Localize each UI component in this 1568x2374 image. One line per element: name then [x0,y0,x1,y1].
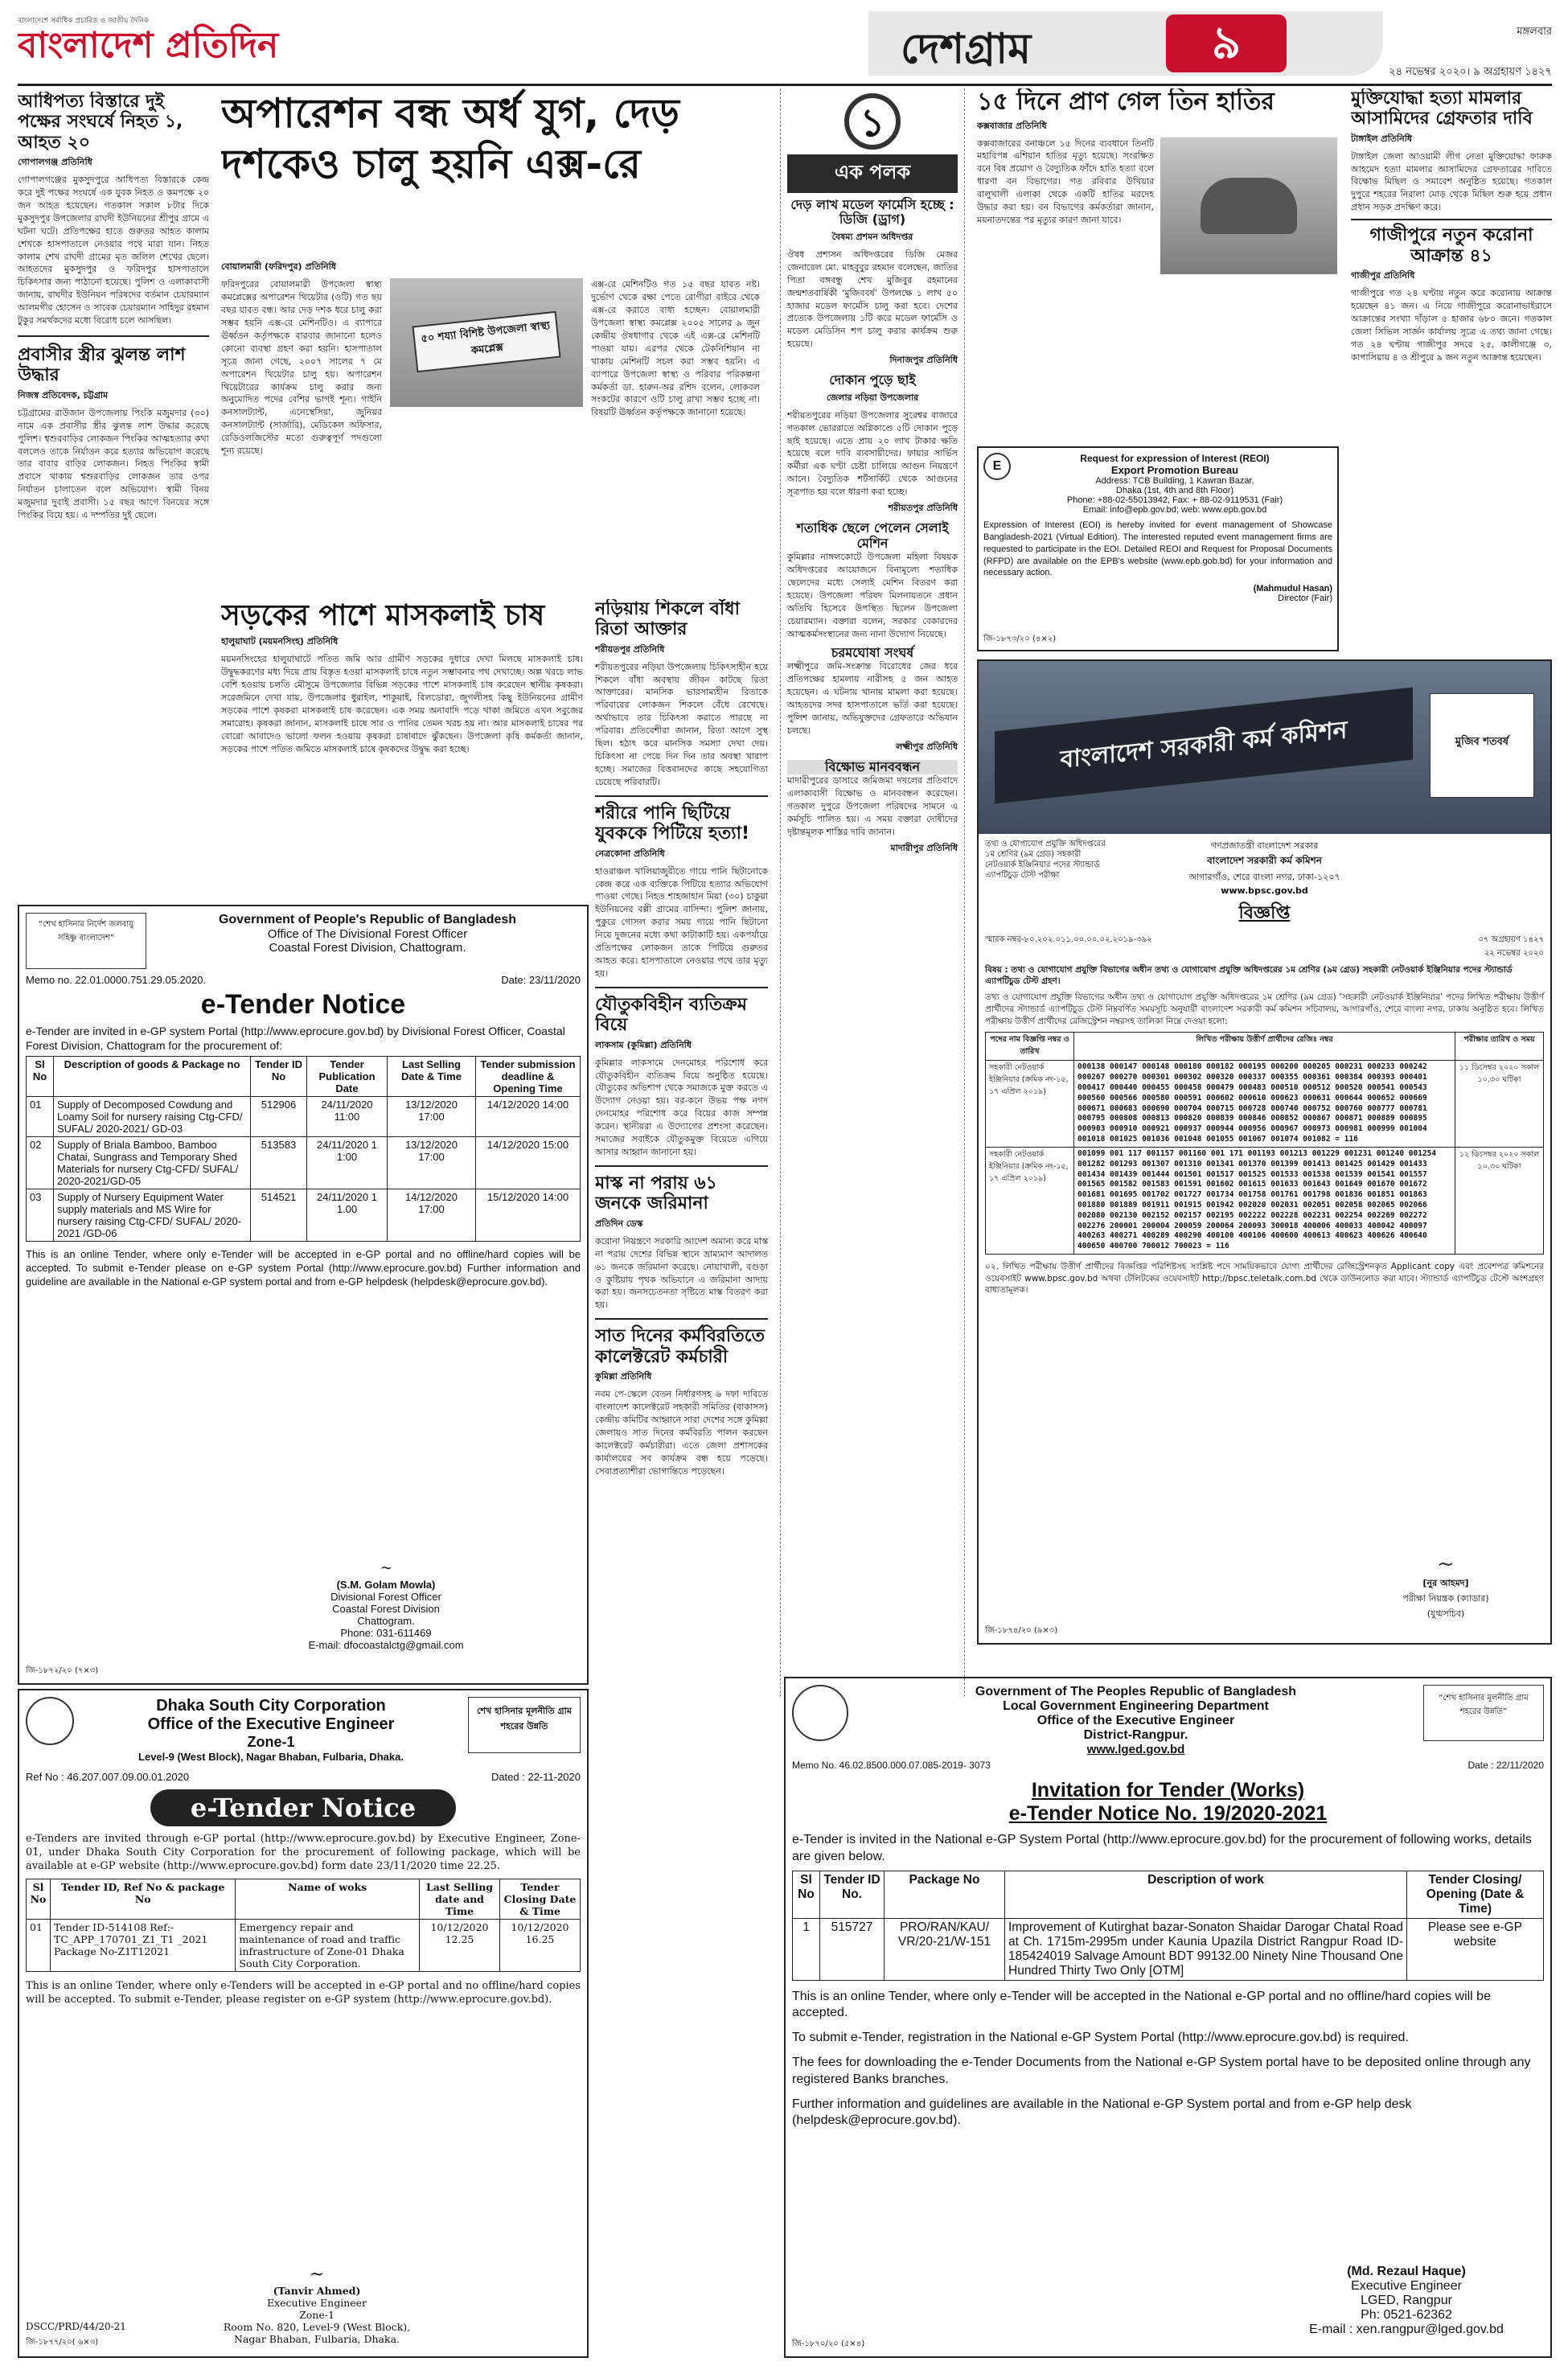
table-cell: Please see e-GP website [1407,1918,1544,1980]
divider [595,1165,768,1167]
table-cell: 01 [27,1919,51,1971]
story-body: কক্সবাজারের বনাঞ্চলে ১৫ দিনের ব্যবধানে তিনটি মহাবিপন্ন এশিয়ান হাতির মৃত্যু হয়েছে। সংরক্ষিত বনে বিষ প্রয়োগ ও বৈদ্যুতিক ফাঁদে হাতি হত্যা বলে ধারণা বন বিভাগের। গত রবিবার উখিয়ার বালুখালী এলাকা থেকে একটি হাতির মরদেহ উদ্ধার করা হয়। বন বিভাগের কর্মকর্তারা জানান, ময়নাতদন্তের পর মৃত্যুর কারণ জানা যাবে। [977,138,1154,226]
col2b-stories [595,599,768,2352]
table-cell: 513583 [251,1137,307,1189]
forest-signatory: (S.M. Golam Mowla) [336,1579,436,1591]
epb-title: Request for expression of Interest (REOI) [1080,453,1270,464]
dscc-zone: Zone-1 [247,1734,295,1750]
table-cell: 512906 [251,1097,307,1137]
table-header: Tender Publication Date [307,1057,388,1097]
bpsc-note: ০২. লিখিত পরীক্ষায় উত্তীর্ণ প্রার্থীদের বিজ্ঞপ্তির পরিশিষ্টসহ সংশ্লিষ্ট পদে সাময়িকভাবে যোগ্য প্রার্থীদের রেজিস্ট্রেশনকৃত Applicant copy এবং প্রবেশপত্র কমিশনের ওয়েবসাইট www.bpsc.gov.bd অথবা টেলিটকের ওয়েবসাইট http://bpsc.teletalk.com.bd থেকে ডাউনলোড করা যাবে। স্ট্যান্ডার্ড এ্যাপটিচুড টেস্টে অংশগ্রহণ বাধ্যতামূলক। [985,1262,1544,1296]
lged-district: District-Rangpur. [1083,1728,1188,1742]
bpsc-notice [977,659,1552,1645]
epb-sign-title: Director (Fair) [1278,594,1332,604]
lead-story [221,257,768,595]
page-number: ৯ [1211,17,1242,69]
table-cell: Tender ID-514108 Ref:- TC_APP_170701_Z1_T1 _2021 Package No-Z1T12021 [51,1919,236,1971]
forest-etender [18,905,589,1685]
bpsc-web: www.bpsc.gov.bd [1221,885,1308,896]
lged-slogan: “শেখ হাসিনার মূলনীতি গ্রাম শহরের উন্নতি” [1423,1685,1544,1741]
divider [1351,219,1552,220]
lead-body: এক্স-রে মেশিনটিও গত ১৫ বছর যাবত নষ্ট। দুর্ভোগ থেকে রক্ষা পেতে রোগীরা বাইরে থেকে এক্স-রে করাতে বাধ্য হচ্ছেন। বোয়ালমারী উপজেলা স্বাস্থ্য কমপ্লেক্স ২০০৫ সালের ৯ জুন কেন্দ্রীয় ঔষধাগার থেকে এই এক্স-রে মেশিনটি পাওয়া যায়। এরপর থেকে টেকনিশিয়ান না থাকায় মেশিনটি সচল করা সম্ভব হয়নি। এ ব্যাপারে উপজেলা স্বাস্থ্য ও পরিবার পরিকল্পনা কর্মকর্তা ডা. হারুন-অর রশিদ বলেন, লোকবল সংকটের কারণে ওটি চালু রাখা সম্ভব হচ্ছে না। বিষয়টি ঊর্ধ্বতন কর্তৃপক্ষকে জানানো হয়েছে। [591,279,760,418]
brief-headline: বিক্ষোভ মানববন্ধন [787,760,958,774]
story-headline: গাজীপুরে নতুন করোনা আক্রান্ত ৪১ [1369,225,1533,266]
forest-footnote: This is an online Tender, where only e-Tender will be accepted in e-GP portal and no offline/hard copies will be accepted. To submit e-Tender please on e-GP system Portal (http://www.eprocure.gov.bd) Further information and guideline are available in the National e-GP system portal and from e-GP helpdesk (helpdesk@eprocure.gov.bd). [26,1248,581,1288]
story-byline: গোপালগঞ্জ প্রতিনিধি [18,156,92,167]
table-cell: সহকারী নেটওয়ার্ক ইঞ্জিনিয়ার (ক্রমিক নং-১৫, ১৭ এপ্রিল ২০১৯) [986,1061,1074,1148]
dscc-intro: e-Tenders are invited through e-GP portal (http://www.eprocure.gov.bd) by Executive Engineer, Zone-01, under Dhaka South City Corporation for the procurement of following package, which will be available at e-GP website (http://www.eprocure.gov.bd) form date 23/11/2020 time 22.25. [26,1833,581,1872]
epb-phone: Phone: +88-02-55013942, Fax: + 88-02-9119531 (Fair) [1066,495,1283,505]
table-cell: 24/11/2020 1 1.00 [307,1189,388,1242]
logo-text: বাংলাদেশ প্রতিদিন [18,25,279,66]
dscc-sign-title: Executive Engineer [266,2297,367,2309]
table-row [27,1189,581,1242]
table-header: Tender ID, Ref No & package No [51,1879,236,1919]
table-header: Name of woks [236,1879,420,1919]
table-header: Tender Closing/ Opening (Date & Time) [1407,1871,1544,1918]
forest-office: Office of The Divisional Forest Officer [267,927,468,941]
table-header: Last Selling date and Time [420,1879,500,1919]
lead-headline-block [221,88,768,257]
forest-phone: Phone: 031-611469 [340,1627,432,1639]
photo-sign: ৫০ শয্যা বিশিষ্ট উপজেলা স্বাস্থ্য কমপ্লেক্স [412,311,560,372]
date-label: ২৪ নভেম্বর ২০২০। ৯ অগ্রহায়ণ ১৪২৭ [1389,66,1552,78]
story-byline: নেত্রকোনা প্রতিনিধি [595,848,665,859]
table-cell: 24/11/2020 1 1:00 [307,1137,388,1189]
bpsc-date: ২২ নভেম্বর ২০২০ [1484,949,1544,958]
table-cell: 13/12/2020 17:00 [388,1097,476,1137]
dscc-slogan: শেখ হাসিনার মূলনীতি গ্রাম শহরের উন্নতি [468,1697,581,1753]
ad-ref: জি-১৮৭৭/২০( ৬×৩) [26,2338,99,2347]
dscc-sign-title: Room No. 820, Level-9 (West Block), [223,2321,411,2333]
lged-para: This is an online Tender, where only e-Tender will be accepted in the National e-GP portal and no offline/hard copies will be accepted. [792,1989,1491,2020]
lged-sign-title: Executive Engineer [1351,2279,1462,2293]
logo-tagline: বাংলাদেশে সর্বাধিক প্রচারিত ও জাতীয় দৈনিক [18,17,149,25]
table-header: Tender ID No [251,1057,307,1097]
brief-headline: শতাধিক ছেলে পেলেন সেলাই মেশিন [796,520,949,551]
forest-sign-title: Chattogram. [357,1615,415,1627]
table-cell: Supply of Nursery Equipment Water supply materials and MS Wire for nursery raising Ctg-CFD/ SUFAL/ 2020-2021 /GD-06 [54,1189,251,1242]
story-byline: লাকসাম (কুমিল্লা) প্রতিনিধি [595,1039,692,1050]
lged-para: To submit e-Tender, registration in the National e-GP System Portal (http://www.eprocure.gov.bd) is required. [792,2031,1409,2045]
bpsc-side-note: তথ্য ও যোগাযোগ প্রযুক্তি অধিদপ্তরের ১ম শ্রেণির (৯ম গ্রেড) সহকারী নেটওয়ার্ক ইঞ্জিনিয়ার পদের স্ট্যান্ডার্ড এ্যাপটিচুড টেস্ট পরীক্ষা [985,840,1106,880]
epb-body: Expression of Interest (EOI) is hereby invited for event management of Showcase Bangladesh-2021 (Virtual Edition). The interested reputed event management firms are requested to participate in the EOI. Detailed REOI and Request for Proposal Documents (RFPD) are available on the EPB's website (www.epb.gob.bd) for your information and necessary action. [983,520,1332,578]
lged-gov: Government of The Peoples Republic of Bangladesh [975,1685,1297,1698]
ad-ref: জি-১৮৭৪/২০ (৯×৩) [985,1626,1058,1635]
story-headline: যৌতুকবিহীন ব্যতিক্রম বিয়ে [595,995,748,1036]
forest-sign-title: Coastal Forest Division [332,1603,440,1615]
brief-headline: দোকান পুড়ে ছাই [829,372,916,388]
epb-org: Export Promotion Bureau [1110,464,1239,476]
table-cell: 10/12/2020 12.25 [420,1919,500,1971]
story-byline: গাজীপুর প্রতিনিধি [1351,269,1415,281]
story-headline: শরীরে পানি ছিটিয়ে যুবককে পিটিয়ে হত্যা! [595,803,750,844]
ek-polok-banner: এক পলক [787,154,958,193]
bpsc-date: ০৭ অগ্রহায়ণ ১৪২৭ [1478,935,1544,944]
story-body: গাজীপুরে গত ২৪ ঘণ্টায় নতুন করে করোনায় আক্রান্ত হয়েছেন ৪১ জন। এ নিয়ে গাজীপুরে করোনাভাইরাসে আক্রান্তের সংখ্যা দাঁড়াল ৫ হাজার ৬৮০ জনে। গতকাল জেলা সিভিল সার্জন কার্যালয় সূত্রে এ তথ্য জানা গেছে। গত ২৪ ঘণ্টায় গাজীপুর সদরে ২৫, কালীগঞ্জে ৩, কাপাসিয়ায় ৪ ও শ্রীপুরে ৯ জন নতুন আক্রান্ত হয়েছেন। [1351,287,1552,363]
table-row [27,1097,581,1137]
story-headline: আধিপত্য বিস্তারে দুই পক্ষের সংঘর্ষে নিহত ১, আহত ২০ [18,92,183,153]
forest-date: Date: 23/11/2020 [501,974,581,986]
story-body: ময়মনসিংহের হালুয়াঘাটে পতিত জমি আর গ্রামীণ সড়কের দুধারে দেখা মিলছে মাসকলাই চাষ। উদ্বুদ্ধকরণের মধ্য দিয়ে প্রায় বিস্তৃত হওয়া মাসকলাই চাষে নতুন সম্ভাবনার পথ দেখাচ্ছে। অল্প খরচে লাভ বেশি হওয়ায় চলতি মৌসুমে উপজেলার বিভিন্ন সড়কের পাশে মাসকলাই চাষ করেছেন স্থানীয় কৃষকরা। সরেজমিনে দেখা যায়, উপজেলার ধুরাইল, শাকুয়াই, বিলডোরা, জুগলীসহ কিছু ইউনিয়নের গ্রামীণ সড়কের পাশে কৃষকরা মাসকলাই চাষ করেছেন। এক সময় অনাবাদি পড়ে থাকা জমিতে এখন সবুজের সমারোহ। কৃষকরা জানান, মাসকলাই চাষে সার ও পানির তেমন খরচ হয় না। আর মাসকলাই চাষের পর বোরো আবাদেও ভালো ফলন হওয়ায় কৃষকরা চাষাবাদে ঝুঁকছেন। উপজেলা কৃষি কর্মকর্তা জানান, সড়কের পাশে পতিত জমিতে মাসকলাই চাষে কৃষকদের উদ্বুদ্ধ করা হচ্ছে। [221,654,583,754]
story-body: কুমিল্লার লাকসামে দেনমোহর পরিশোধ করে যৌতুকবিহীন ব্যতিক্রম বিয়ে অনুষ্ঠিত হয়েছে। যৌতুকের অভিশাপ থেকে সমাজকে মুক্ত করতে এ উদ্যোগ নেওয়া হয়। বর-কনে উভয় পক্ষ নগদ দেনমোহর পরিশোধ করে বিয়ের কাজ সম্পন্ন করেন। স্থানীয়রা এ উদ্যোগের প্রশংসা করেছেন। সমাজের সবাইকে যৌতুকমুক্ত বিয়েতে এগিয়ে আসার আহ্বান জানানো হয়। [595,1057,768,1158]
bpsc-org: বাংলাদেশ সরকারী কর্ম কমিশন [1207,855,1322,866]
forest-sign-title: Divisional Forest Officer [330,1591,441,1603]
forest-title: e-Tender Notice [200,989,406,1020]
lead-body: ফরিদপুরের বোয়ালমারী উপজেলা স্বাস্থ্য কমপ্লেক্সের অপারেশন থিয়েটার (ওটি) গত ছয় বছর যাবত বন্ধ। আর দেড় দশক ধরে চালু করা সম্ভব হয়নি এক্স-রে মেশিনটিও। এ ব্যাপারে ঊর্ধ্বতন কর্তৃপক্ষকে বারবার জানানো হলেও কোনো ব্যবস্থা গ্রহণ করা হয়নি। হাসপাতাল সূত্রে জানা গেছে, ২০০৭ সালের ৭ মে অপারেশন থিয়েটার চালু হয়। অপারেশন থিয়েটারের কার্যক্রম চালু করার জন্য অনুমোদিত পদের বেশির ভাগই শূন্য। গাইনি কনসালট্যান্ট, এনেস্থেসিয়া, জুনিয়র কনসালট্যান্ট (সার্জারি), মেডিকেল অফিসার, রেডিওলজিস্টের মতো গুরুত্বপূর্ণ পদগুলো শূন্য রয়েছে। [221,279,382,457]
story-byline: নিজস্ব প্রতিবেদক, চট্টগ্রাম [18,389,109,400]
col4-stories [1351,88,1552,442]
bpsc-notice-title: বিজ্ঞপ্তি [1238,903,1291,923]
lged-phone: Ph: 0521-62362 [1361,2308,1452,2322]
dscc-code: DSCC/PRD/44/20-21 [26,2321,126,2332]
table-header: Sl No [27,1057,54,1097]
table-row [986,1061,1544,1148]
eye-icon: ১ [844,93,901,150]
divider [595,1318,768,1320]
signature-scribble: ~ [309,2265,325,2285]
dscc-title: e-Tender Notice [150,1789,456,1826]
table-cell: 01 [27,1097,54,1137]
lged-title: Invitation for Tender (Works) [1031,1779,1305,1801]
table-cell: 514521 [251,1189,307,1242]
brief-tag: শরীয়তপুর প্রতিনিধি [888,503,958,514]
story-headline: ১৫ দিনে প্রাণ গেল তিন হাতির [977,88,1275,116]
dscc-sign-title: Zone-1 [299,2309,335,2321]
epb-logo-icon: E [983,453,1011,480]
dscc-signatory: (Tanvir Ahmed) [273,2285,361,2297]
table-row [793,1918,1544,1980]
table-header: Package No [885,1871,1005,1918]
lged-para: The fees for downloading the e-Tender Documents from the National e-GP System portal have to be deposited online through any registered Banks branches. [792,2055,1531,2086]
brief-body: লক্ষ্মীপুরে জমি-সংক্রান্ত বিরোধের জের ধরে প্রতিপক্ষের হামলায় নারীসহ ৫ জন আহত হয়েছেন। এ ঘটনায় থানায় মামলা করা হয়েছে। আহতদের সদর হাসপাতালে ভর্তি করা হয়েছে। পুলিশ জানায়, অভিযুক্তদের গ্রেফতারে অভিযান চলছে। [787,660,958,736]
lged-intro: e-Tender is invited in the National e-GP System Portal (http://www.eprocure.gov.bd) for the procurement of following works, details are given below. [792,1833,1532,1863]
table-cell: Emergency repair and maintenance of road and traffic infrastructure of Zone-01 Dhaka South City Corporation. [236,1919,420,1971]
story-byline: কুমিল্লা প্রতিনিধি [595,1370,652,1382]
ad-ref: জি-১৮৭০/২০ (৫×৪) [792,2339,865,2348]
brief-tag: লক্ষ্মীপুর প্রতিনিধি [896,741,958,752]
story-body: নবম পে-স্কেলে বেতন নির্ধারণসহ ৬ দফা দাবিতে বাংলাদেশ কালেক্টরেট সহকারী সমিতির (বাকাসস) কেন্দ্রীয় কমিটির আহ্বানে সারা দেশের সঙ্গে কুমিল্লা জেলায়ও সাত দিনের কর্মবিরতি পালন করছেন কালেক্টরেট কর্মচারীরা। এতে জেলা প্রশাসকের কার্যালয়ের সব কার্যক্রম বন্ধ হয়ে পড়েছে। সেবাপ্রত্যাশীরা ভোগান্তিতে পড়েছেন। [595,1388,768,1477]
lged-sign-title: LGED, Rangpur [1361,2294,1452,2307]
bpsc-building-photo [979,661,1550,834]
table-cell: 15/12/2020 14:00 [476,1189,581,1242]
table-row [27,1137,581,1189]
signature-scribble: ~ [1437,1552,1455,1576]
table-cell: সহকারী নেটওয়ার্ক ইঞ্জিনিয়ার (ক্রমিক নং-১৫, ১৭ এপ্রিল ২০১৯) [986,1147,1074,1254]
dscc-address: Level-9 (West Block), Nagar Bhaban, Fulbaria, Dhaka. [138,1751,404,1763]
elephant-photo [1160,138,1337,274]
table-cell: 13/12/2020 17:00 [388,1137,476,1189]
brief-tag: মাদারীপুর প্রতিনিধি [890,842,958,853]
story-mashkalai [221,599,583,901]
bpsc-sign-title: পরীক্ষা নিয়ন্ত্রক (ক্যাডার) [1402,1593,1489,1604]
brief-headline: দেড় লাখ মডেল ফার্মেসি হচ্ছে : ডিজি (ড্রাগ) [790,197,954,228]
dscc-date: Dated : 22-11-2020 [491,1771,581,1783]
story-body: টাঙ্গাইল জেলা আওয়ামী লীগ নেতা মুক্তিযোদ্ধা ফারুক আহমেদ হত্যা মামলার আসামিদের গ্রেফতারের দাবিতে বিক্ষোভ মিছিল ও সমাবেশ অনুষ্ঠিত হয়েছে। গতকাল দুপুরে শহরের নিরালা মোড় থেকে মিছিল শুরু হয়ে প্রধান প্রধান সড়ক প্রদক্ষিণ করে। [1351,150,1552,213]
lged-email: E-mail : xen.rangpur@lged.gov.bd [1309,2323,1504,2336]
table-cell: 1 [793,1918,820,1980]
bpsc-table [985,1032,1544,1255]
mujib-logo: মুজিব শতবর্ষ [1430,693,1534,798]
brief-headline: চরমঘোষা সংঘর্ষ [831,644,914,660]
col1-stories [18,92,209,904]
day-label: মঙ্গলবার [1517,26,1552,38]
table-cell: 10/12/2020 16.25 [500,1919,581,1971]
table-cell: 14/12/2020 17:00 [388,1189,476,1242]
table-header: Description of goods & Package no [54,1057,251,1097]
epb-ad [977,446,1339,651]
forest-intro: e-Tender are invited in e-GP system Portal (http://www.eprocure.gov.bd) by Divisional Forest Officer, Coastal Forest Division, Chattogram for the procurement of: [26,1025,565,1053]
bpsc-sign-title: (যুগ্মসচিব) [1426,1608,1465,1619]
table-cell: 001099 001 117 001157 001160 001 171 001193 001213 001229 001231 001240 001254 001282 001293 001307 001310 001341 001370 001399 001413 001425 001429 001433 001434 001439 001444 001501 001517 001525 001533 001538 001539 001541 001557 001565 001582 001583 001591 001602 001615 001633 001643 001649 001670 001672 001681 001695 001702 001727 001734 001758 001761 001798 001836 001851 001863 001880 001889 001911 001915 001942 002020 002031 002051 002058 002065 002066 002080 002130 002152 002157 002195 002222 002228 002231 002254 002269 002272 002276 200001 200004 200059 200064 200093 300018 400006 400033 400042 400097 400263 400271 400289 400290 400100 400106 400600 400613 400623 400626 400640 400650 400700 700012 700023 = 116 [1074,1147,1455,1254]
masthead-rule [18,84,1552,86]
table-header: Tender submission deadline & Opening Time [476,1057,581,1097]
story-byline: হালুয়াঘাট (ময়মনসিংহ) প্রতিনিধি [221,636,339,647]
table-header: Tender Closing Date & Time [500,1879,581,1919]
dscc-etender [18,1689,589,2358]
lged-signatory: (Md. Rezaul Haque) [1347,2265,1466,2278]
table-cell: 24/11/2020 11:00 [307,1097,388,1137]
dscc-sign-title: Nagar Bhaban, Fulbaria, Dhaka. [233,2333,400,2345]
lged-dept: Local Government Engineering Department [1003,1699,1269,1713]
dscc-footnote: This is an online Tender, where only e-Tenders will be accepted in e-GP portal and no offline/hard copies will be accepted. To submit e-Tender, please register on e-GP system (http://www.eprocure.gov.bd). [26,1979,581,2006]
brief-body: শরীয়তপুরের নড়িয়া উপজেলার সুরেশ্বর বাজারে গতকাল ভোররাতে অগ্নিকাণ্ডে ৫টি দোকান পুড়ে ছাই হয়েছে। এতে প্রায় ২০ লাখ টাকার ক্ষতি হয়েছে বলে দাবি ব্যবসায়ীদের। ফায়ার সার্ভিস কর্মীরা এক ঘণ্টা চেষ্টা চালিয়ে আগুন নিয়ন্ত্রণে আনে। বৈদ্যুতিক শর্টসার্কিট থেকে আগুনের সূত্রপাত হয় বলে ধারণা করা হচ্ছে। [787,409,958,498]
brief-body: ঔষধ প্রশাসন অধিদপ্তরের ডিজি মেজর জেনারেল মো. মাহবুবুর রহমান বলেছেন, জাতির পিতা বঙ্গবন্ধু শেখ মুজিবুর রহমানের জন্মশতবার্ষিকী ‘মুজিববর্ষ’ উপলক্ষে ১ লাখ ৫০ হাজার মডেল ফার্মেসি চালু করা হবে। দেশের প্রত্যেক উপজেলায় ১টি করে মডেল ফার্মেসি ও মডেল মেডিসিন শপ চালু করার কার্যক্রম শুরু হয়েছে। [787,248,958,350]
table-cell: ১২ ডিসেম্বর ২০২০ সকাল ১০.৩০ ঘটিকা [1455,1147,1544,1254]
story-body: করোনা নিয়ন্ত্রণে সরকারি আদেশ অমান্য করে মাস্ক না পরায় দেশের বিভিন্ন স্থানে ভ্রাম্যমাণ আদালত ৬১ জনকে জরিমানা করেছে। নোয়াখালী, বগুড়া ও কুষ্টিয়ায় পৃথক অভিযানে এ জরিমানা আদায় করা হয়। জনসচেতনতা সৃষ্টিতে মাস্ক বিতরণ করা হয়। [595,1235,768,1311]
brief-byline: বৈষম্য প্রশমন অধিদপ্তর [831,231,913,242]
ad-ref: জি-১৮৭২/২০ (৭×৩) [26,1666,99,1675]
table-header: Sl No [793,1871,820,1918]
epb-signatory: (Mahmudul Hasan) [1253,584,1332,594]
bpsc-signatory: [নুর আহমদ] [1422,1578,1469,1588]
table-header: লিখিত পরীক্ষায় উত্তীর্ণ প্রার্থীদের রেজিঃ নম্বর [1074,1033,1455,1061]
table-cell: Supply of Decomposed Cowdung and Loamy Soil for nursery raising Ctg-CFD/ SUFAL/ 2020-2021/ GD-03 [54,1097,251,1137]
story-headline: নড়িয়ায় শিকলে বাঁধা রিতা আক্তার [595,599,741,640]
table-cell: 03 [27,1189,54,1242]
table-cell: 14/12/2020 14:00 [476,1097,581,1137]
table-cell: PRO/RAN/KAU/ VR/20-21/W-151 [885,1918,1005,1980]
epb-address: Address: TCB Building, 1 Kawran Bazar, [1095,476,1254,486]
bpsc-subject: বিষয় : তথ্য ও যোগাযোগ প্রযুক্তি বিভাগের অধীন তথ্য ও যোগাযোগ প্রযুক্তি অধিদপ্তরের ১ম শ্রেণির (৯ম গ্রেড) সহকারী নেটওয়ার্ক ইঞ্জিনিয়ার পদের স্ট্যান্ডার্ড এ্যাপটিচুড টেস্ট গ্রহণ। [985,965,1513,987]
table-cell: 515727 [820,1918,885,1980]
masthead-logo [18,14,307,71]
table-header: Sl No [27,1879,51,1919]
table-header: Description of work [1005,1871,1407,1918]
divider [18,335,209,337]
lged-date: Date : 22/11/2020 [1467,1760,1544,1771]
signature-scribble: ~ [380,1558,392,1578]
table-header: Tender ID No. [820,1871,885,1918]
lged-office: Office of the Executive Engineer [1036,1714,1235,1727]
brief-body: কুমিল্লার নাঙ্গলকোটে উপজেলা মহিলা বিষয়ক অধিদপ্তরের আয়োজনে বিনামূল্যে শতাধিক ছেলেদের মধ্যে সেলাই মেশিন বিতরণ করা হয়েছে। উপজেলা পরিষদ মিলনায়তনে প্রধান অতিথি হিসেবে উপস্থিত ছিলেন উপজেলা চেয়ারম্যান। বক্তারা বলেন, সরকার বেকারদের আত্মকর্মসংস্থানের জন্য নানা উদ্যোগ নিয়েছে। [787,552,958,639]
section-title: দেশগ্রাম [901,25,1032,73]
lead-byline: বোয়ালমারী (ফরিদপুর) প্রতিনিধি [221,261,337,272]
story-headline: সাত দিনের কর্মবিরতিতে কালেক্টরেট কর্মচারী [595,1326,766,1367]
elephant-shape [1201,178,1297,234]
brief-tag: দিনাজপুর প্রতিনিধি [889,355,958,366]
dscc-org: Dhaka South City Corporation [156,1697,386,1715]
dscc-table [26,1879,581,1972]
forest-table [26,1056,581,1242]
lead-photo [390,278,583,407]
table-header: পরীক্ষার তারিখ ও সময় [1455,1033,1544,1061]
story-headline: মাস্ক না পরায় ৬১ জনকে জরিমানা [595,1173,717,1214]
story-byline: শরীয়তপুর প্রতিনিধি [595,643,665,655]
lged-web: www.lged.gov.bd [1086,1743,1185,1756]
story-headline: প্রবাসীর স্ত্রীর ঝুলন্ত লাশ উদ্ধার [18,345,186,386]
ek-polok-column [780,88,965,1697]
bpsc-gov: গণপ্রজাতন্ত্রী বাংলাদেশ সরকার [1210,840,1319,851]
divider [595,987,768,988]
table-cell: ১১ ডিসেম্বর ২০২০ সকাল ১০.৩০ ঘটিকা [1455,1061,1544,1148]
bpsc-body: তথ্য ও যোগাযোগ প্রযুক্তি বিভাগের অধীন তথ্য ও যোগাযোগ প্রযুক্তি অধিদপ্তরের ১ম শ্রেণির (৯ম গ্রেড) ‘সহকারী নেটওয়ার্ক ইঞ্জিনিয়ার’ পদের লিখিত পরীক্ষায় উত্তীর্ণ প্রার্থীদের স্ট্যান্ডার্ড এ্যাপটিচুড টেস্ট নিম্নবর্ণিত সময়সূচি অনুযায়ী বাংলাদেশ সরকারী কর্ম কমিশন সচিবালয়, আগারগাঁও, শেরে বাংলা নগর, ঢাকায় অনুষ্ঠিত হবে। লিখিত পরীক্ষায় উত্তীর্ণ প্রার্থীদের রেজিস্ট্রেশন নম্বরসহ তালিকা নিম্নে দেওয়া হলো: [985,992,1544,1026]
forest-slogan: “শেখ হাসিনার নির্দেশ জলবায়ু সহিষ্ণু বাংলাদেশ” [26,913,146,969]
story-byline: টাঙ্গাইল প্রতিনিধি [1351,133,1413,144]
forest-memo: Memo no. 22.01.0000.751.29.05.2020. [26,974,207,986]
story-byline: কক্সবাজার প্রতিনিধি [977,120,1047,131]
lged-para: Further information and guidelines are available in the National e-GP System portal and from e-GP help desk (helpdesk@eprocure.gov.bd). [792,2097,1412,2128]
bpsc-address: আগারগাঁও, শেরে বাংলা নগর, ঢাকা-১২০৭ [1188,872,1340,882]
story-headline: সড়কের পাশে মাসকলাই চাষ [221,599,545,632]
lged-subtitle: e-Tender Notice No. 19/2020-2021 [1008,1802,1328,1825]
lged-seal-icon [792,1685,848,1741]
dscc-office: Office of the Executive Engineer [147,1715,395,1733]
table-cell: 000138 000147 000148 000180 000182 000195 000200 000205 000231 000233 000242 000267 000270 000301 000302 000320 000337 000355 000361 000384 000393 000401 000417 000440 000455 000458 000479 000483 000510 000512 000520 000541 000543 000560 000566 000580 000591 000602 000610 000623 000631 000644 000652 000669 000671 000683 000690 000704 000715 000728 000740 000752 000760 000777 000781 000795 000808 000813 000820 000839 000846 000852 000867 000871 000889 000895 000903 000910 000921 000937 000944 000956 000967 000973 000981 000999 001004 001018 001025 001036 001048 001055 001067 001074 001082 = 116 [1074,1061,1455,1148]
ad-ref: জি-১৮৭৩/২০ (৪×২) [983,635,1057,643]
bpsc-banner: বাংলাদেশ সরকারী কর্ম কমিশন [995,688,1413,804]
divider [595,795,768,797]
table-row [986,1147,1544,1254]
forest-gov: Government of People's Republic of Bangladesh [218,913,517,926]
epb-address: Dhaka (1st, 4th and 8th Floor) [1115,486,1234,495]
story-byline: প্রতিদিন ডেস্ক [595,1218,643,1229]
lead-headline: অপারেশন বন্ধ অর্ধ যুগ, দেড় দশকেও চালু হয়নি এক্স-রে [221,90,679,187]
story-body: চট্টগ্রামের রাউজান উপজেলায় পিংকি মজুমদার (৩০) নামে এক প্রবাসীর স্ত্রীর ঝুলন্ত লাশ উদ্ধার করেছে পুলিশ। শ্বশুরবাড়ির লোকজন পিংকির আত্মহত্যার কথা বললেও তাকে নির্যাতন করে হত্যার অভিযোগ করেছে তার বাবার বাড়ির লোকজন। নিহত পিংকির স্বামী প্রবাসে থাকায় শ্বশুরবাড়ির লোকজন তার ওপর নির্যাতন চালাতেন বলে অভিযোগ। স্বামী বিনয় মজুমদার দুবাই প্রবাসী। ১৫ বছর আগে বিনয়ের সঙ্গে পিংকির বিয়ে হয়। এ দম্পতির দুই ছেলে। [18,407,209,521]
dscc-ref: Ref No : 46.207.007.09.00.01.2020 [26,1771,190,1783]
story-body: শরীয়তপুরের নড়িয়া উপজেলায় চিকিৎসাহীন হয়ে শিকলে বাঁধা অবস্থায় জীবন কাটছে রিতা আক্তারের। মানসিক ভারসাম্যহীন রিতাকে পরিবারের লোকজন শিকলে বেঁধে রেখেছে। অর্থাভাবে তার চিকিৎসা করাতে পারছে না পরিবার। প্রতিবেশীরা জানান, রিতা আগে সুস্থ ছিল। হঠাৎ করে মানসিক সমস্যা দেখা দেয়। চিকিৎসা না পেয়ে দিন দিন তার অবস্থা খারাপ হচ্ছে। সমাজের বিত্তবানদের কাছে সহযোগিতা চেয়েছে পরিবারটি। [595,661,768,788]
elephant-story [977,88,1339,442]
epb-email: Email: info@epb.gov.bd; web: www.epb.gov.bd [1082,505,1267,515]
table-header: পদের নাম বিজ্ঞপ্তি নম্বর ও তারিখ [986,1033,1074,1061]
story-headline: মুক্তিযোদ্ধা হত্যা মামলার আসামিদের গ্রেফতার দাবি [1351,88,1533,129]
dscc-seal-icon [26,1697,74,1745]
table-cell: Supply of Briala Bamboo, Bamboo Chatai, Sungrass and Temporary Shed Materials for nursery Ctg-CFD/ SUFAL/ 2020-2021/GD-05 [54,1137,251,1189]
story-body: হাওরাঞ্চল খালিয়াজুরীতে গায়ে পানি ছিটানোকে কেন্দ্র করে এক ব্যক্তিকে পিটিয়ে হত্যার অভিযোগ পাওয়া গেছে। নিহত শাহজাহান মিয়া (৩০) চাকুয়া ইউনিয়নের বল্লী গ্রামের বাসিন্দা। পুলিশ জানায়, পুকুরে গোসল করার সময় গায়ে পানি ছিটানো নিয়ে দুজনের মধ্যে কথা কাটাকাটি হয়। একপর্যায়ে প্রতিপক্ষের লোকজন তাকে পিটিয়ে গুরুতর আহত করে। হাসপাতালে নেওয়ার পথে তার মৃত্যু হয়। [595,865,768,980]
brief-byline: জেলার নড়িয়া উপজেলার [826,392,919,403]
table-cell: 02 [27,1137,54,1189]
story-body: গোপালগঞ্জের মুকসুদপুরে আধিপত্য বিস্তারকে কেন্দ্র করে দুই পক্ষের সংঘর্ষে এক যুবক নিহত ও কমপক্ষে ২০ জন আহত হয়েছেন। গতকাল সকাল ৮টার দিকে মুকসুদপুর উপজেলার রাঘদী ইউনিয়নের শ্রীপুর গ্রামে এ ঘটনা ঘটে। প্রতিপক্ষের হাতে গুরুতর আহত কালাম শেখকে হাসপাতালে নেওয়ার পথে মারা যান। নিহত কালাম শেখ রাঘদী গ্রামের মৃত জলিল শেখের ছেলে। আহতদের মুকসুদপুর ও ফরিদপুর হাসপাতালে চিকিৎসার জন্য পাঠানো হয়েছে। পুলিশ ও এলাকাবাসী জানায়, রাঘদীর ইউনিয়ন পরিষদের বর্তমান চেয়ারম্যান আলমগীর হোসেন ও সাবেক চেয়ারম্যান সাহিদুর রহমান টুকুর সমর্থকদের মধ্যে বিরোধ চলে আসছিল। [18,174,209,327]
table-cell: 14/12/2020 15:00 [476,1137,581,1189]
forest-division: Coastal Forest Division, Chattogram. [269,941,466,955]
lged-table [792,1871,1544,1981]
table-cell: Improvement of Kutirghat bazar-Sonaton Shaidar Darogar Chatal Road at Ch. 1715m-2995m under Kaunia Upazila District Rangpur Road ID-185424019 Salvage Amount BDT 99132.00 Ninety Nine Thousand One Hundred Thirty Two Only [OTM] [1005,1918,1407,1980]
table-row [27,1919,581,1971]
lged-memo: Memo No. 46.02.8500.000.07.085-2019- 3073 [792,1760,991,1771]
forest-email: E-mail: dfocoastalctg@gmail.com [308,1639,464,1651]
bpsc-memo: স্মারক নম্বর-৮০.২০২.০১১.০০.০০.০২.২০১৯-৩৯২ [985,935,1152,944]
brief-body: মাদারীপুরের ডাসারে জমিজমা দখলের প্রতিবাদে এলাকাবাসী বিক্ষোভ ও মানববন্ধন করেছেন। গতকাল দুপুরে উপজেলা পরিষদের সামনে এ কর্মসূচি পালিত হয়। এ সময় বক্তারা দোষীদের দৃষ্টান্তমূলক শাস্তির দাবি জানান। [787,774,958,837]
lged-etender [784,1677,1552,2358]
table-header: Last Selling Date & Time [388,1057,476,1097]
